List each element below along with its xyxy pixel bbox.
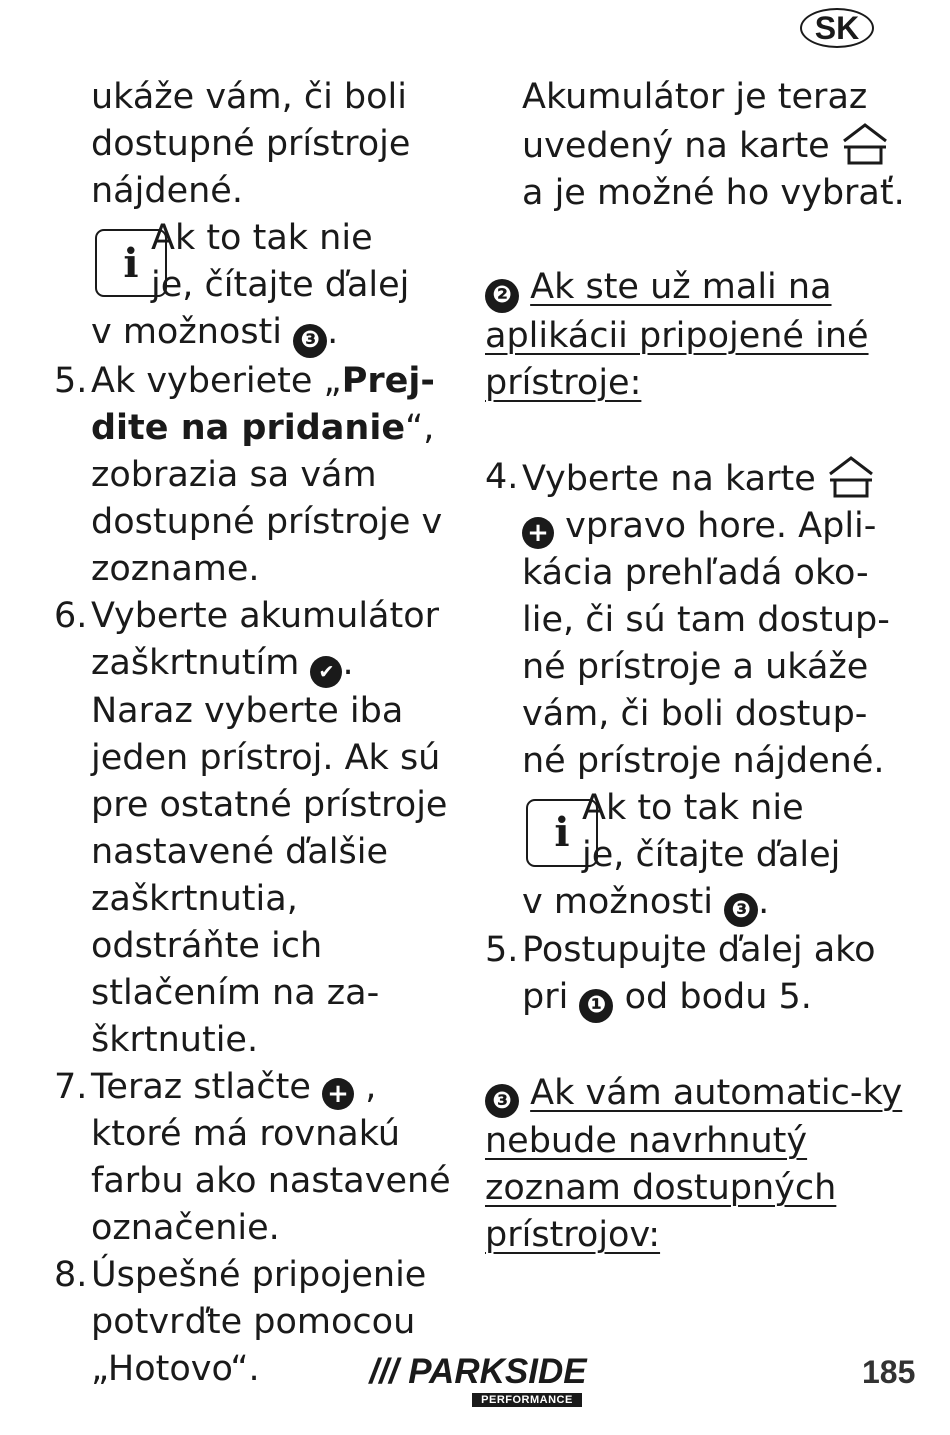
step-text: “, zobrazia sa vám dostupné prístroje v zozname. [91, 407, 443, 589]
step-6 [54, 593, 464, 1065]
plus-circle-icon: + [322, 1078, 354, 1110]
language-badge: SK [800, 8, 874, 48]
step-5 [54, 358, 464, 593]
spacer [485, 1023, 905, 1070]
option-3-badge: ❸ [724, 893, 758, 927]
step-text: Úspešné pripojenie potvrďte pomocou „Hotovo“. [91, 1255, 427, 1389]
step-number: 8. [54, 1255, 88, 1295]
info-line: Ak to tak nie [582, 787, 804, 828]
intro-text: a je možné ho vybrať. [522, 173, 905, 213]
step-text: . Naraz vyberte iba jeden prístroj. Ak sú pre ostatné prístroje nastavené ďalšie zaškrtnutia, odstráňte ich stlačením na za-škrtnutie. [91, 642, 448, 1060]
step-5 [485, 927, 905, 1023]
logo-subtitle: PERFORMANCE [472, 1393, 582, 1407]
step-text: Vyberte na karte [522, 458, 816, 499]
check-circle-icon: ✔ [310, 656, 342, 688]
info-line: Ak to tak nie [151, 218, 373, 258]
step-number: 6. [54, 595, 88, 636]
step-number: 7. [54, 1067, 88, 1107]
section-3-badge: ❸ [485, 1084, 519, 1118]
option-1-badge: ❶ [579, 989, 613, 1023]
spacer [485, 217, 905, 264]
plus-circle-icon: + [522, 517, 554, 549]
step-7 [54, 1064, 464, 1252]
step-text: , ktoré má rovnakú farbu ako nastavené označenie. [91, 1067, 451, 1248]
step-text: Teraz stlačte [91, 1067, 311, 1107]
intro-paragraph [485, 74, 905, 217]
right-column [485, 74, 905, 1259]
logo-text: /// PARKSIDE [369, 1352, 587, 1391]
intro-line: nájdené. [91, 171, 243, 211]
info-reference-line [54, 309, 464, 358]
punctuation: . [758, 881, 770, 922]
info-line: je, čítajte ďalej [582, 834, 841, 875]
step-4 [485, 454, 905, 785]
section-2-badge: ❷ [485, 279, 519, 313]
info-note [54, 215, 464, 309]
home-icon [841, 121, 889, 165]
section-heading-text: Ak ste už mali na aplikácii pripojené iné prístroje: [485, 267, 869, 403]
intro-line: dostupné prístroje [91, 124, 411, 164]
left-column [54, 74, 464, 1393]
step-number: 5. [485, 930, 519, 970]
intro-line: ukáže vám, či boli [91, 77, 407, 117]
info-icon: i [95, 229, 167, 297]
step-text: Ak vyberiete „ [91, 360, 342, 401]
info-icon: i [526, 799, 598, 867]
page-number: 185 [862, 1354, 916, 1390]
info-line: je, čítajte ďalej [151, 265, 410, 305]
step-text: Postupujte ďalej ako pri [522, 930, 876, 1017]
step-bold-text: Prej-dite na pridanie [91, 360, 435, 448]
section-3-heading [485, 1070, 905, 1260]
option-3-badge: ❸ [293, 324, 327, 358]
info-note [485, 785, 905, 879]
info-line: v možnosti [522, 881, 713, 922]
home-icon [827, 454, 875, 498]
step-number: 5. [54, 360, 88, 401]
step-text: Vyberte akumulátor zaškrtnutím [91, 595, 440, 683]
parkside-logo [368, 1352, 588, 1410]
info-line: v možnosti [91, 312, 282, 352]
info-reference-line [485, 879, 905, 928]
section-2-heading [485, 264, 905, 407]
step-text: vpravo hore. Apli-kácia prehľadá oko-lie, či sú tam dostup-né prístroje a ukáže vám, či boli dostup-né prístroje nájdené. [522, 505, 890, 781]
section-heading-text: Ak vám automatic-ky nebude navrhnutý zoznam dostupných prístrojov: [485, 1072, 903, 1255]
intro-text: Akumulátor je teraz uvedený na karte [522, 77, 868, 166]
spacer [485, 407, 905, 454]
step-number: 4. [485, 456, 519, 497]
step-text: od bodu 5. [624, 977, 812, 1017]
punctuation: . [327, 312, 339, 352]
